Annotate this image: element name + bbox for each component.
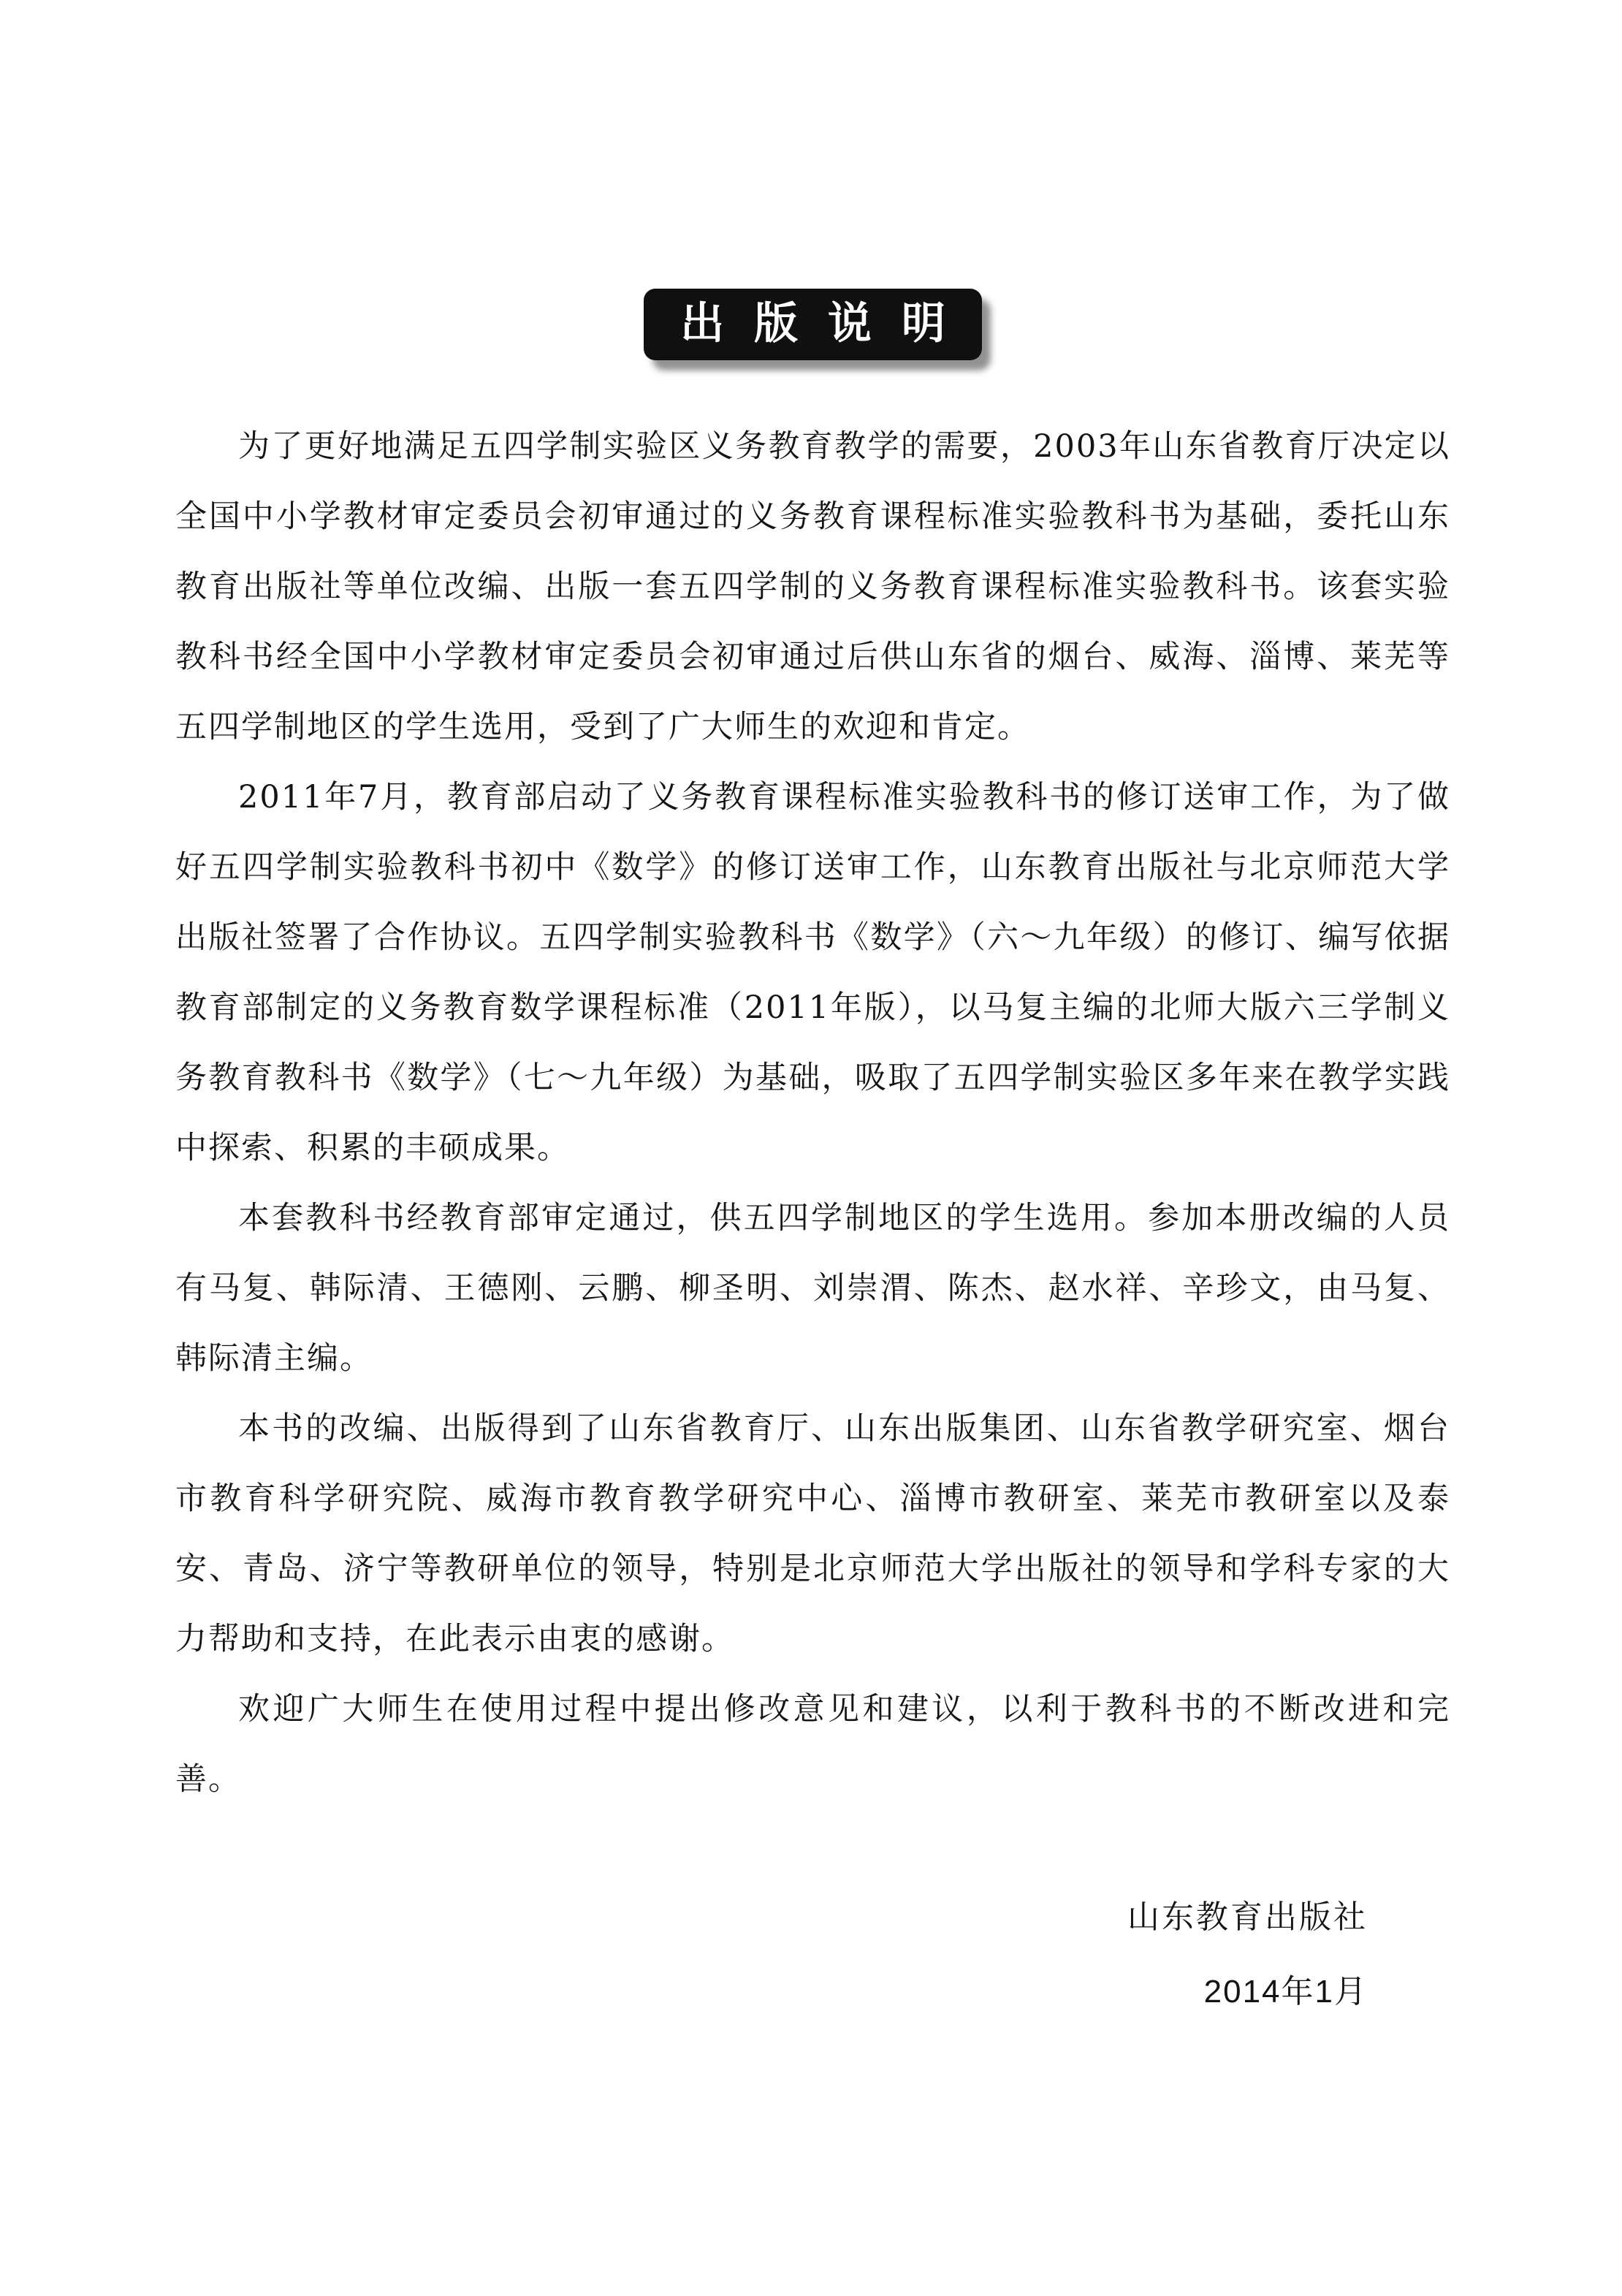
- paragraph-5: 欢迎广大师生在使用过程中提出修改意见和建议，以利于教科书的不断改进和完善。: [175, 1691, 1450, 1798]
- paragraph-2: 2011年7月，教育部启动了义务教育课程标准实验教科书的修订送审工作，为了做好五四学制实验教科书初中《数学》的修订送审工作，山东教育出版社与北京师范大学出版社签署了合作协议。五四学制实验教科书《数学》（六～九年级）的修订、编写依据教育部制定的义务教育数学课程标准（2011年版），以马复主编的北师大版六三学制义务教育教科书《数学》（七～九年级）为基础，吸取了五四学制实验区多年来在教学实践中探索、积累的丰硕成果。: [175, 779, 1450, 1166]
- publisher-signature: 山东教育出版社: [1127, 1899, 1368, 1935]
- paragraph-1: 为了更好地满足五四学制实验区义务教育教学的需要，2003年山东省教育厅决定以全国中小学教材审定委员会初审通过的义务教育课程标准实验教科书为基础，委托山东教育出版社等单位改编、出版一套五四学制的义务教育课程标准实验教科书。该套实验教科书经全国中小学教材审定委员会初审通过后供山东省的烟台、威海、淄博、莱芜等五四学制地区的学生选用，受到了广大师生的欢迎和肯定。: [175, 428, 1450, 745]
- paragraph-3: 本套教科书经教育部审定通过，供五四学制地区的学生选用。参加本册改编的人员有马复、韩际清、王德刚、云鹏、柳圣明、刘崇渭、陈杰、赵水祥、辛珍文，由马复、韩际清主编。: [175, 1200, 1450, 1377]
- signature-block: [175, 1880, 1450, 2029]
- page-title-text: 出 版 说 明: [680, 298, 953, 349]
- document-body: [175, 411, 1450, 1814]
- publication-date: 2014年1月: [1203, 1974, 1368, 2010]
- paragraph-4: 本书的改编、出版得到了山东省教育厅、山东出版集团、山东省教学研究室、烟台市教育科学研究院、威海市教育教学研究中心、淄博市教研室、莱芜市教研室以及泰安、青岛、济宁等教研单位的领导，特别是北京师范大学出版社的领导和学科专家的大力帮助和支持，在此表示由衷的感谢。: [175, 1410, 1450, 1657]
- title-area: [175, 289, 1450, 360]
- page-title: [644, 289, 982, 360]
